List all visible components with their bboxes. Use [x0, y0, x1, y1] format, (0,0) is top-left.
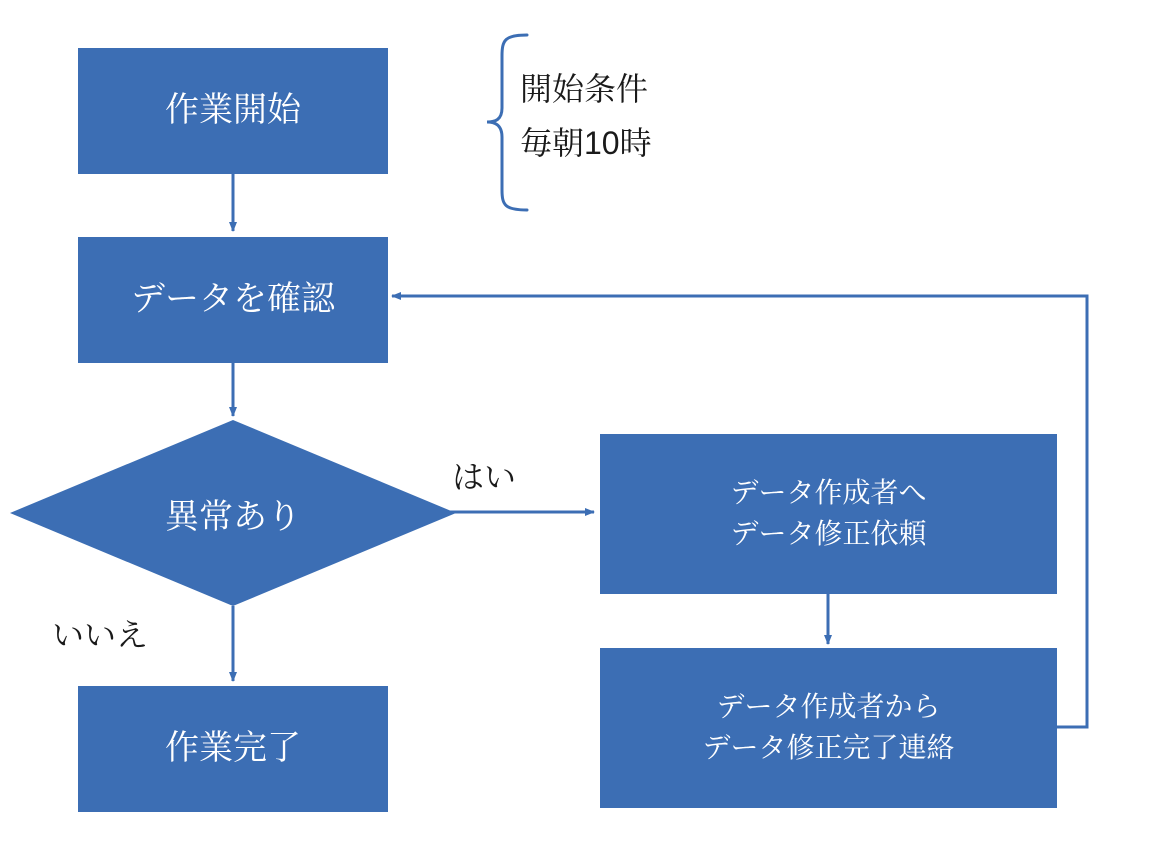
node-fix-done-line-1: データ作成者から — [716, 691, 941, 723]
node-check-data-line-1: データを確認 — [131, 280, 335, 319]
node-decision-line-1: 異常あり — [165, 497, 301, 536]
node-decision[interactable] — [10, 420, 456, 606]
node-fix-done-line-2: データ修正完了連絡 — [702, 732, 955, 763]
node-start[interactable] — [78, 48, 388, 174]
node-request-fix[interactable] — [600, 434, 1057, 594]
edge-label-yes: はい — [452, 459, 517, 495]
annotation-start-condition — [520, 62, 652, 171]
node-complete-line-1: 作業完了 — [165, 729, 301, 768]
annotation-line-1: 開始条件 — [520, 71, 649, 107]
node-complete[interactable] — [78, 686, 388, 812]
node-start-line-1: 作業開始 — [165, 91, 301, 130]
edge-label-no: いいえ — [52, 617, 149, 653]
node-request-fix-line-1: データ作成者へ — [730, 477, 927, 509]
node-request-fix-line-2: データ修正依頼 — [730, 518, 927, 549]
annotation-line-2: 毎朝10時 — [520, 125, 652, 162]
node-check-data[interactable] — [78, 237, 388, 363]
node-fix-done[interactable] — [600, 648, 1057, 808]
